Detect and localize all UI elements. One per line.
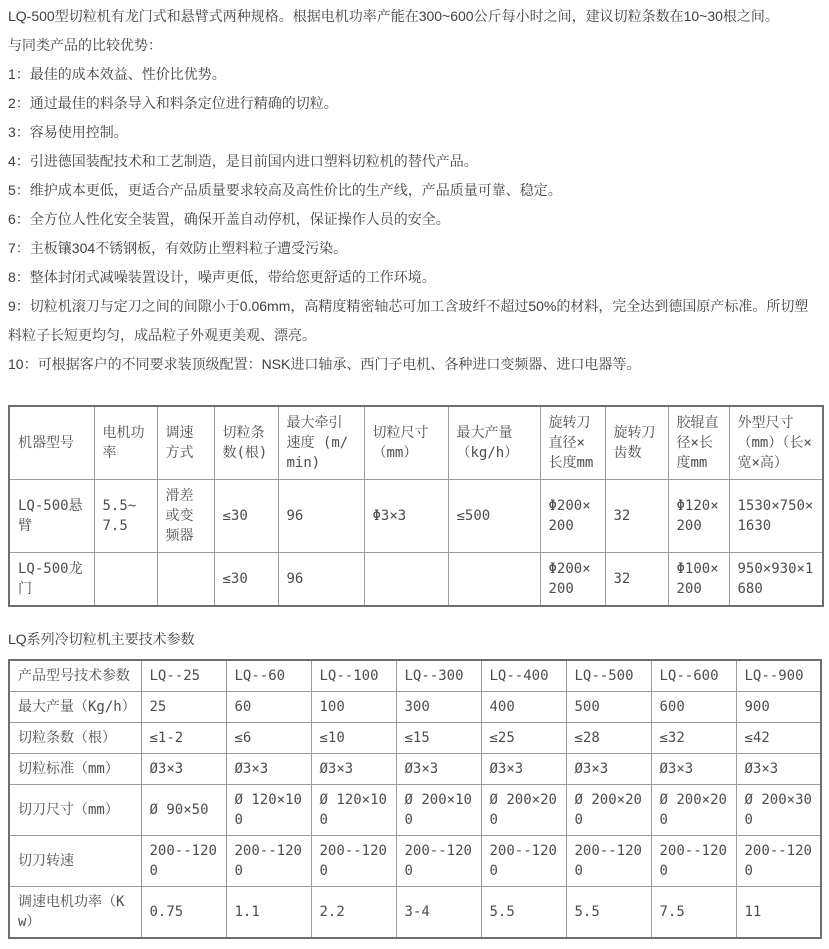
cell: ≤32 [651,723,736,754]
cell: 3-4 [396,887,481,939]
cell: ≤1-2 [141,723,226,754]
cell: Ø3×3 [736,754,821,785]
cell: 900 [736,692,821,723]
cell: 切刀尺寸（mm） [9,785,141,836]
cell: Ø 200×100 [396,785,481,836]
table-header-row [9,406,823,480]
cell: Φ120×200 [668,480,729,553]
cell: 25 [141,692,226,723]
params-section-title: LQ系列冷切粒机主要技术参数 [8,631,195,647]
cell: Φ200×200 [540,480,605,553]
advantages-title: 与同类产品的比较优势： [8,37,162,53]
cell: Ø3×3 [651,754,736,785]
header-cell: 最大产量（kg/h） [448,406,540,480]
cell: 200--1200 [481,836,566,887]
cell: LQ-500龙门 [9,553,94,607]
table-row [9,836,821,887]
cell: 300 [396,692,481,723]
cell: ≤30 [214,480,278,553]
advantage-item-4: 4：引进德国装配技术和工艺制造，是目前国内进口塑料切粒机的替代产品。 [8,153,478,169]
cell [157,553,214,607]
table-row [9,754,821,785]
header-cell: 切粒条数(根) [214,406,278,480]
cell: 5.5 [481,887,566,939]
cell: 96 [278,553,364,607]
cell: Φ3×3 [364,480,448,553]
cell [94,553,157,607]
header-cell: LQ--100 [311,660,396,692]
cell: 32 [605,480,668,553]
table-row [9,553,823,607]
cell: 切刀转速 [9,836,141,887]
cell: Ø 200×200 [651,785,736,836]
cell: 400 [481,692,566,723]
cell: 200--1200 [651,836,736,887]
cell: Ø3×3 [481,754,566,785]
header-cell: 调速方式 [157,406,214,480]
cell: Ø 120×100 [226,785,311,836]
cell: 200--1200 [141,836,226,887]
cell: ≤500 [448,480,540,553]
header-cell: 旋转刀齿数 [605,406,668,480]
header-cell: 电机功率 [94,406,157,480]
header-cell: 切粒尺寸（mm） [364,406,448,480]
advantage-item-7: 7：主板镶304不锈钢板，有效防止塑料粒子遭受污染。 [8,240,348,256]
table-row [9,785,821,836]
advantage-item-8: 8：整体封闭式减噪装置设计，噪声更低，带给您更舒适的工作环境。 [8,269,436,285]
header-cell: LQ--60 [226,660,311,692]
cell: 32 [605,553,668,607]
cell: 切粒条数（根） [9,723,141,754]
cell: Ø3×3 [566,754,651,785]
cell: 950×930×1680 [729,553,823,607]
cell: 5.5 [566,887,651,939]
cell: 200--1200 [311,836,396,887]
cell: 最大产量（Kg/h） [9,692,141,723]
cell: 200--1200 [736,836,821,887]
table-row [9,692,821,723]
cell: 200--1200 [396,836,481,887]
header-cell: 旋转刀直径×长度mm [540,406,605,480]
cell [448,553,540,607]
cell: Ø3×3 [141,754,226,785]
header-cell: LQ--400 [481,660,566,692]
cell: 2.2 [311,887,396,939]
cell: ≤6 [226,723,311,754]
header-cell: LQ--500 [566,660,651,692]
header-cell: LQ--25 [141,660,226,692]
cell: Φ100×200 [668,553,729,607]
advantage-item-9: 9：切粒机滚刀与定刀之间的间隙小于0.06mm，高精度精密轴芯可加工含玻纤不超过50%的材料，完全达到德国原产标准。所切塑料粒子长短更均匀，成品粒子外观更美观、漂亮。 [8,298,809,343]
cell: 200--1200 [226,836,311,887]
advantage-item-5: 5：维护成本更低，更适合产品质量要求较高及高性价比的生产线，产品质量可靠、稳定。 [8,182,562,198]
cell: Ø3×3 [396,754,481,785]
cell: LQ-500悬臂 [9,480,94,553]
cell: 11 [736,887,821,939]
table-row [9,887,821,939]
cell: 调速电机功率（Kw） [9,887,141,939]
table-row [9,723,821,754]
machine-spec-table [8,405,824,607]
advantage-item-3: 3：容易使用控制。 [8,124,128,140]
cell: Φ200×200 [540,553,605,607]
cell: 滑差或变频器 [157,480,214,553]
header-cell: LQ--300 [396,660,481,692]
table-header-row [9,660,821,692]
cell: 96 [278,480,364,553]
cell: Ø3×3 [226,754,311,785]
cell: 60 [226,692,311,723]
cell [364,553,448,607]
cell: 7.5 [651,887,736,939]
header-cell: 胶辊直径×长度mm [668,406,729,480]
cell: 切粒标准（mm） [9,754,141,785]
cell: 600 [651,692,736,723]
cell: 500 [566,692,651,723]
cell: Ø 120×100 [311,785,396,836]
cell: 1530×750×1630 [729,480,823,553]
header-cell: LQ--600 [651,660,736,692]
advantage-item-2: 2：通过最佳的料条导入和料条定位进行精确的切粒。 [8,95,338,111]
table-row [9,480,823,553]
cell: ≤25 [481,723,566,754]
cell: Ø 90×50 [141,785,226,836]
cell: Ø 200×300 [736,785,821,836]
cell: ≤42 [736,723,821,754]
cell: ≤28 [566,723,651,754]
cell: 5.5~7.5 [94,480,157,553]
header-cell: 机器型号 [9,406,94,480]
technical-params-table [8,659,822,939]
cell: 0.75 [141,887,226,939]
advantage-item-10: 10：可根据客户的不同要求装顶级配置：NSK进口轴承、西门子电机、各种进口变频器、进口电器等。 [8,356,641,372]
cell: 200--1200 [566,836,651,887]
header-cell: 外型尺寸（mm）（长×宽×高） [729,406,823,480]
cell: 100 [311,692,396,723]
cell: 1.1 [226,887,311,939]
advantage-item-6: 6：全方位人性化安全装置，确保开盖自动停机，保证操作人员的安全。 [8,211,450,227]
cell: ≤10 [311,723,396,754]
header-cell: 最大牵引速度 (m/min) [278,406,364,480]
cell: ≤15 [396,723,481,754]
header-cell: LQ--900 [736,660,821,692]
intro-paragraph: LQ-500型切粒机有龙门式和悬臂式两种规格。根据电机功率产能在300~600公斤每小时之间，建议切粒条数在10~30根之间。 [8,8,779,24]
cell: ≤30 [214,553,278,607]
header-cell: 产品型号技术参数 [9,660,141,692]
advantage-item-1: 1：最佳的成本效益、性价比优势。 [8,66,226,82]
cell: Ø 200×200 [481,785,566,836]
cell: Ø3×3 [311,754,396,785]
cell: Ø 200×200 [566,785,651,836]
